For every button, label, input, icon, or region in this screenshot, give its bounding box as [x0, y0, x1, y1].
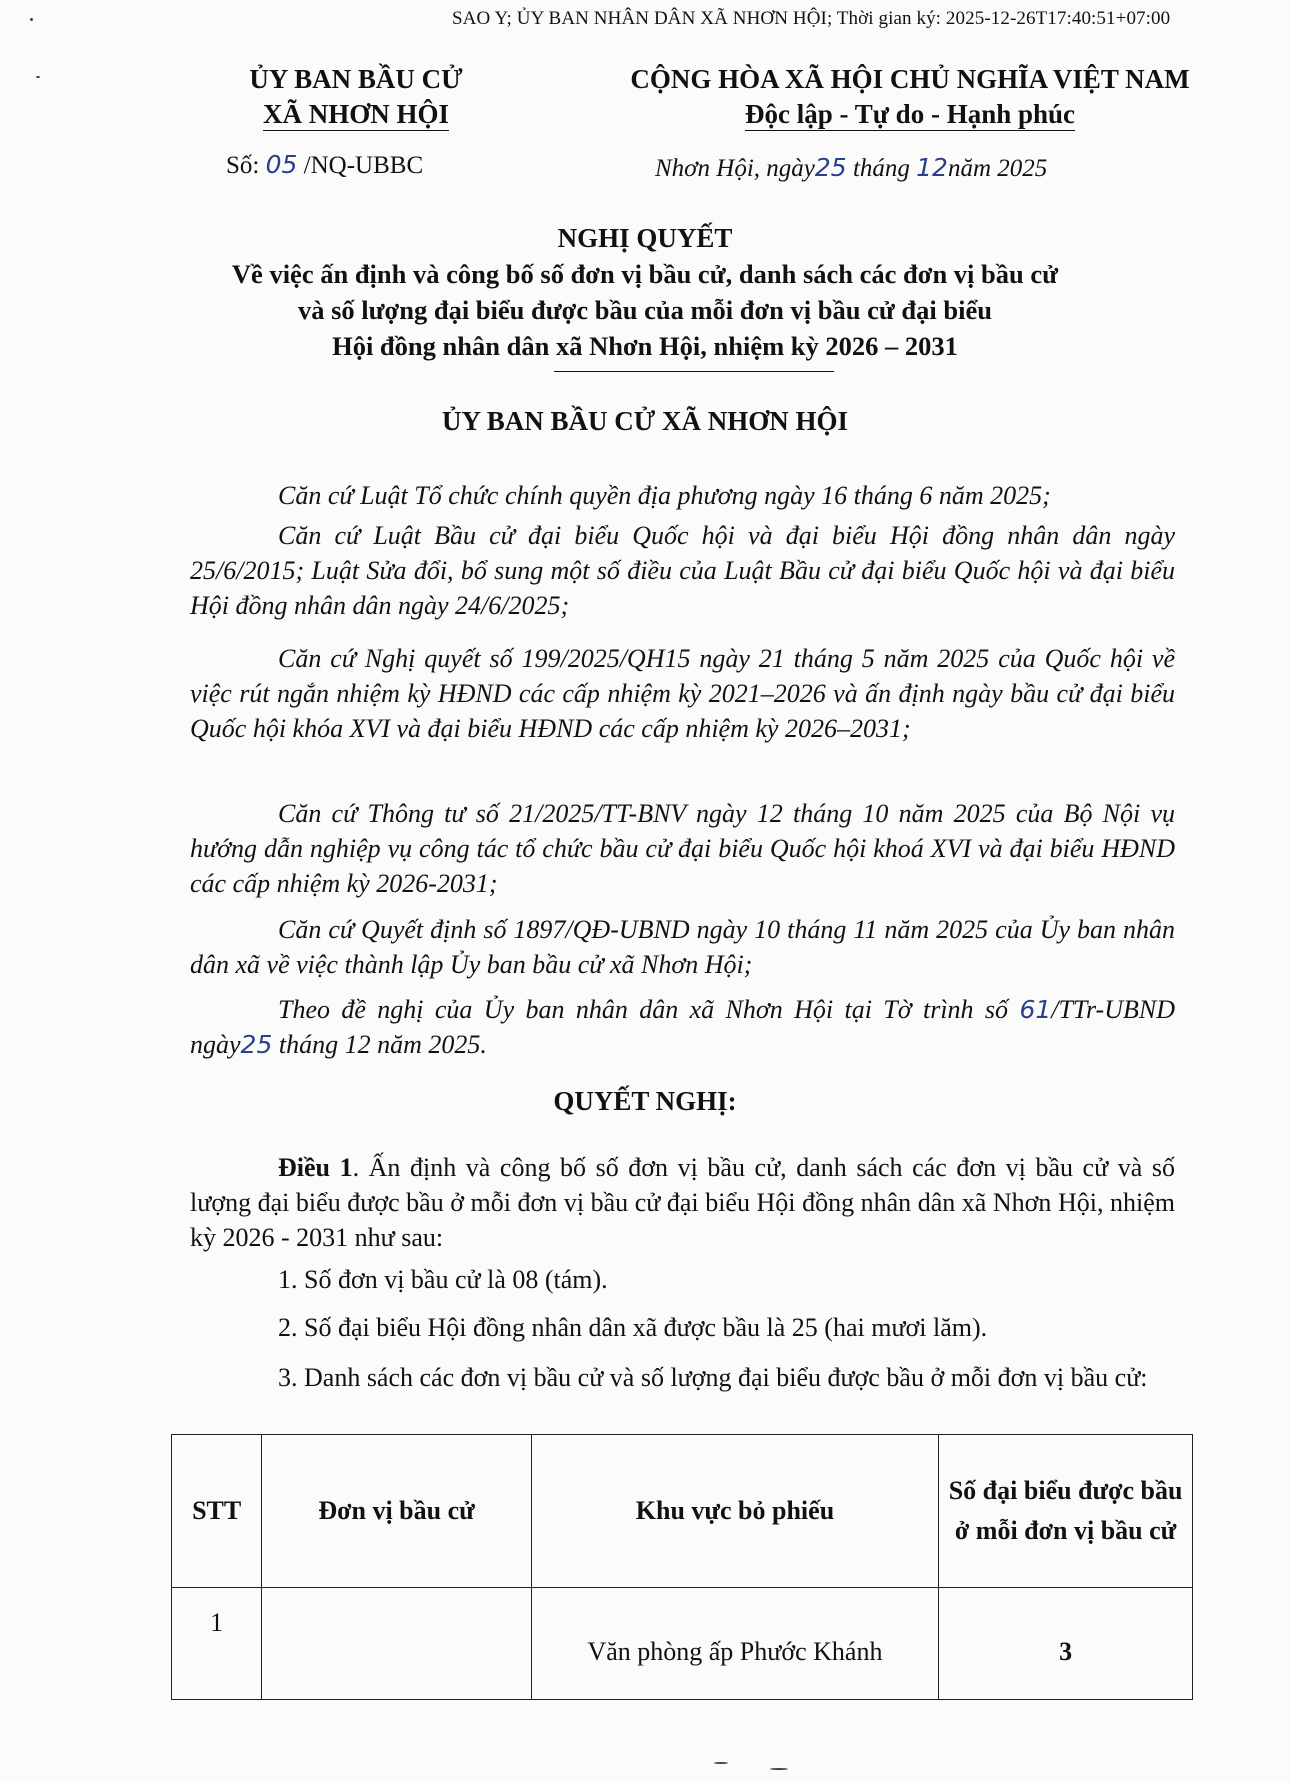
- table-row: [172, 1588, 1193, 1700]
- preamble-5: [190, 912, 1175, 982]
- title-line1: Về việc ấn định và công bố số đơn vị bầu cử, danh sách các đơn vị bầu cử: [231, 259, 1059, 289]
- article-1: [190, 1150, 1175, 1255]
- article-label: Điều 1: [278, 1153, 353, 1182]
- preamble-1: [190, 478, 1175, 513]
- preamble-3: [190, 641, 1175, 746]
- national-motto: Độc lập - Tự do - Hạnh phúc: [744, 99, 1076, 129]
- digital-signature-stamp: SAO Y; ỦY BAN NHÂN DÂN XÃ NHƠN HỘI; Thời gian ký: 2025-12-26T17:40:51+07:00: [452, 8, 1171, 29]
- date-year: năm 2025: [947, 155, 1048, 182]
- issuing-authority: [206, 62, 506, 132]
- document-title: [150, 220, 1140, 364]
- preamble-text: Căn cứ Nghị quyết số 199/2025/QH15 ngày 21 tháng 5 năm 2025 của Quốc hội về việc rút ngắn nhiệm kỳ HĐND các cấp nhiệm kỳ 2021–2026 và ấn định ngày bầu cử đại biểu Quốc hội khóa XVI và đại biểu HĐND các cấp nhiệm kỳ 2026–2031;: [190, 644, 1175, 743]
- table-header-row: [172, 1435, 1193, 1588]
- cell-area: Văn phòng ấp Phước Khánh: [531, 1588, 938, 1700]
- preamble-text: Căn cứ Luật Tổ chức chính quyền địa phương ngày 16 tháng 6 năm 2025;: [278, 481, 1051, 510]
- electoral-units-table: [171, 1434, 1193, 1700]
- scan-speck: [30, 18, 33, 21]
- header-area: Khu vực bỏ phiếu: [531, 1435, 938, 1588]
- preamble-text: Căn cứ Luật Bầu cử đại biểu Quốc hội và đại biểu Hội đồng nhân dân ngày 25/6/2015; Luật Sửa đổi, bổ sung một số điều của Luật Bầu cử đại biểu Quốc hội và đại biểu Hội đồng nhân dân ngày 24/6/2025;: [190, 521, 1175, 620]
- cell-unit: [262, 1588, 531, 1700]
- date-day-handwritten: 25: [814, 153, 847, 182]
- title-heading: NGHỊ QUYẾT: [557, 223, 733, 253]
- title-line2: và số lượng đại biểu được bầu của mỗi đơn vị bầu cử đại biểu: [297, 295, 993, 325]
- document-number-handwritten: 05: [265, 150, 298, 179]
- cell-count: 3: [939, 1588, 1193, 1700]
- item-text: 3. Danh sách các đơn vị bầu cử và số lượng đại biểu được bầu ở mỗi đơn vị bầu cử:: [278, 1363, 1148, 1392]
- national-title: CỘNG HÒA XÃ HỘI CHỦ NGHĨA VIỆT NAM: [630, 64, 1190, 94]
- authority-line1: ỦY BAN BẦU CỬ: [249, 64, 463, 94]
- preamble-4: [190, 796, 1175, 901]
- preamble-2: [190, 518, 1175, 623]
- preamble-text: Căn cứ Quyết định số 1897/QĐ-UBND ngày 10 tháng 11 năm 2025 của Ủy ban nhân dân xã về việc thành lập Ủy ban bầu cử xã Nhơn Hội;: [190, 915, 1175, 979]
- header-unit: Đơn vị bầu cử: [262, 1435, 531, 1588]
- date-place: Nhơn Hội, ngày: [655, 155, 815, 182]
- scan-speck: [714, 1762, 728, 1764]
- scan-speck: [36, 76, 40, 78]
- document-number: [226, 150, 423, 180]
- authority-line2: XÃ NHƠN HỘI: [262, 99, 449, 129]
- article-1-item-3: [190, 1360, 1175, 1395]
- document-number-suffix: /NQ-UBBC: [303, 152, 424, 179]
- proposal-paragraph: [190, 992, 1175, 1062]
- preamble-text: Căn cứ Thông tư số 21/2025/TT-BNV ngày 12 tháng 10 năm 2025 của Bộ Nội vụ hướng dẫn nghiệp vụ công tác tổ chức bầu cử đại biểu Quốc hội khoá XVI và đại biểu HĐND các cấp nhiệm kỳ 2026-2031;: [190, 799, 1175, 898]
- proposal-text: /TTr-UBND ngày: [190, 995, 1175, 1059]
- proposal-text: Theo đề nghị của Ủy ban nhân dân xã Nhơn Hội tại Tờ trình số: [278, 995, 1020, 1024]
- national-header: [560, 62, 1260, 132]
- document-number-prefix: Số:: [226, 152, 260, 179]
- header-count: Số đại biểu được bầu ở mỗi đơn vị bầu cử: [939, 1435, 1193, 1588]
- proposal-text: tháng 12 năm 2025.: [272, 1030, 487, 1059]
- header-stt: STT: [172, 1435, 262, 1588]
- article-text: . Ấn định và công bố số đơn vị bầu cử, danh sách các đơn vị bầu cử và số lượng đại biểu được bầu ở mỗi đơn vị bầu cử đại biểu Hội đồng nhân dân xã Nhơn Hội, nhiệm kỳ 2026 - 2031 như sau:: [190, 1153, 1175, 1252]
- proposal-number-handwritten: 61: [1019, 995, 1052, 1024]
- article-1-item-1: [190, 1262, 1175, 1297]
- committee-heading: ỦY BAN BẦU CỬ XÃ NHƠN HỘI: [441, 406, 848, 436]
- date-month-label: tháng: [852, 155, 910, 182]
- cell-stt: 1: [172, 1588, 262, 1700]
- proposal-day-handwritten: 25: [240, 1030, 273, 1059]
- title-divider: [554, 371, 834, 372]
- item-text: 1. Số đơn vị bầu cử là 08 (tám).: [278, 1265, 608, 1294]
- document-date: [655, 153, 1047, 183]
- title-line3: Hội đồng nhân dân xã Nhơn Hội, nhiệm kỳ 2026 – 2031: [332, 331, 958, 361]
- scan-speck: [770, 1768, 788, 1770]
- article-1-item-2: [190, 1310, 1175, 1345]
- item-text: 2. Số đại biểu Hội đồng nhân dân xã được bầu là 25 (hai mươi lăm).: [278, 1313, 988, 1342]
- date-month-handwritten: 12: [916, 153, 948, 182]
- decision-heading: QUYẾT NGHỊ:: [553, 1086, 737, 1116]
